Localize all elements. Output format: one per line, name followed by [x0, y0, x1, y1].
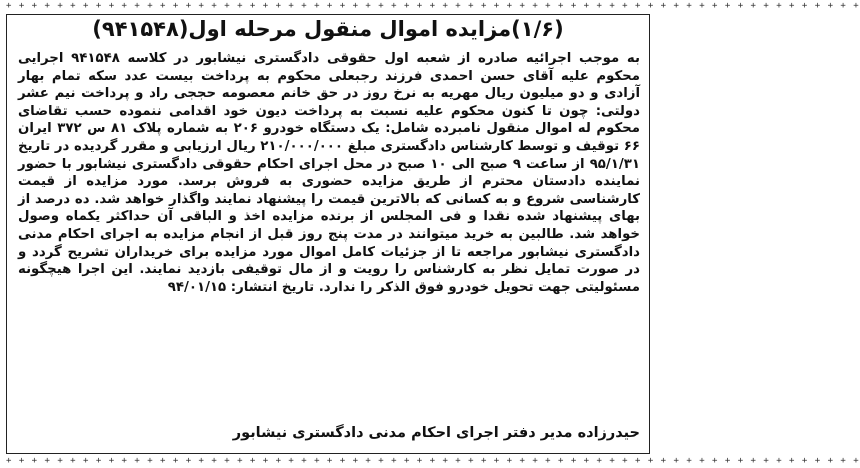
notice-title: (۱/۶)مزایده اموال منقول مرحله اول(۹۴۱۵۴۸) [92, 17, 564, 41]
notice-signature: حیدرزاده مدیر دفتر اجرای احکام مدنی دادگستری نیشابور [232, 425, 640, 441]
top-border-ornament: + + + + + + + + + + + + + + + + + + + + + + + + + + + + + + + + + + + + + + + + + + + + + + + + + + + + + + + + + + + + + + + + + + + [6, 1, 860, 11]
bottom-border-ornament: + + + + + + + + + + + + + + + + + + + + + + + + + + + + + + + + + + + + + + + + + + + + + + + + + + + + + + + + + + + + + + + + + + + [6, 456, 860, 466]
notice-body: به موجب اجرائیه صادره از شعبه اول حقوقی دادگستری نیشابور در کلاسه ۹۴۱۵۴۸ اجرایی محکوم علیه آقای حسن احمدی فرزند رجبعلی محکوم به پرداخت بیست عدد سکه تمام بهار آزادی و دو میلیون ریال مهریه به نرخ روز در حق خانم معصومه حججی راد و پرداخت نیم عشر دولتی: چون تا کنون محکوم علیه نسبت به پرداخت دیون خود اقدامی ننموده حسب تقاضای محکوم له اموال منقول نامبرده شامل: یک دستگاه خودرو ۲۰۶ به شماره پلاک ۸۱ س ۳۷۲ ایران ۶۶ توقیف و توسط کارشناس دادگستری مبلغ ۲۱۰/۰۰۰/۰۰۰ ریال ارزیابی و مقرر گردیده در تاریخ ۹۵/۱/۳۱ از ساعت ۹ صبح الی ۱۰ صبح در محل اجرای احکام حقوقی دادگستری نیشابور با حضور نماینده دادستان محترم از طریق مزایده حضوری به فروش برسد. مورد مزایده از قیمت کارشناسی شروع و به کسانی که بالاترین قیمت را پیشنهاد نمایند واگذار خواهد شد. ده درصد از بهای پیشنهاد شده نقدا و فی المجلس از برنده مزایده اخذ و الباقی آن حداکثر یکماه وصول خواهد شد. طالبین به خرید میتوانند در مدت پنج روز قبل از انجام مزایده به اجرای احکام مدنی دادگستری نیشابور مراجعه تا از جزئیات کامل اموال مورد مزایده برای خریداران تشریح گردد و در صورت تمایل نظر به کارشناس را رویت و از مال توقیفی بازدید نمایند. این اجرا هیچگونه مسئولیتی جهت تحویل خودرو فوق الذکر را ندارد. تاریخ انتشار: ۹۴/۰۱/۱۵ [18, 51, 640, 295]
